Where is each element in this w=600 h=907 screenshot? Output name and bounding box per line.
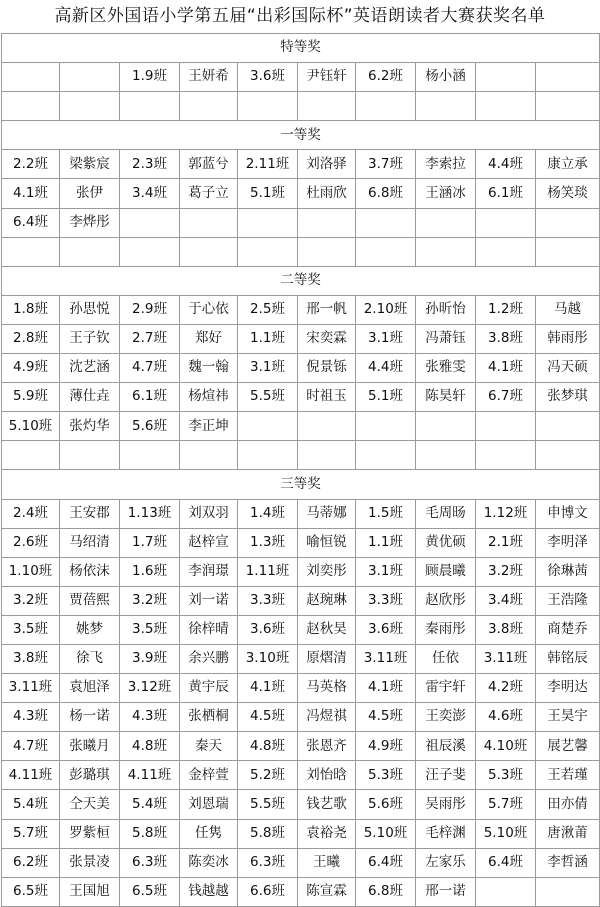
class-cell: 4.11班	[2, 761, 60, 790]
class-cell: 4.1班	[356, 674, 416, 703]
student-name-cell: 张雅雯	[416, 354, 476, 383]
class-cell: 4.7班	[120, 354, 180, 383]
student-name-cell: 马英格	[298, 674, 356, 703]
student-name-cell: 李索拉	[416, 150, 476, 179]
class-cell: 6.7班	[476, 383, 536, 412]
student-name-cell: 李哲涵	[536, 848, 600, 877]
student-name-cell: 王妍希	[180, 63, 238, 92]
table-row	[2, 557, 600, 586]
student-name-cell: 黄宇辰	[180, 674, 238, 703]
class-cell: 1.13班	[120, 499, 180, 528]
table-row	[2, 208, 600, 237]
class-cell: 2.8班	[2, 324, 60, 353]
class-cell: 6.1班	[476, 179, 536, 208]
class-cell: 6.6班	[238, 877, 298, 906]
class-cell: 1.6班	[120, 557, 180, 586]
class-cell: 5.3班	[356, 761, 416, 790]
table-row	[2, 674, 600, 703]
class-cell: 2.4班	[2, 499, 60, 528]
class-cell: 5.1班	[238, 179, 298, 208]
class-cell: 1.11班	[238, 557, 298, 586]
class-cell: 1.3班	[238, 528, 298, 557]
student-name-cell: 魏一翰	[180, 354, 238, 383]
class-cell: 5.3班	[476, 761, 536, 790]
student-name-cell: 王奕澎	[416, 703, 476, 732]
section-heading: 一等奖	[2, 121, 600, 150]
class-cell: 2.5班	[238, 295, 298, 324]
student-name-cell: 王国旭	[60, 877, 120, 906]
table-row	[2, 295, 600, 324]
section-heading: 二等奖	[2, 266, 600, 295]
class-cell: 4.2班	[476, 674, 536, 703]
student-name-cell: 刘怡晗	[298, 761, 356, 790]
student-name-cell: 杨煊祎	[180, 383, 238, 412]
empty-cell	[416, 441, 476, 470]
student-name-cell: 邢一诺	[416, 877, 476, 906]
class-cell: 4.6班	[476, 703, 536, 732]
student-name-cell: 吴雨彤	[416, 790, 476, 819]
student-name-cell: 李润璟	[180, 557, 238, 586]
student-name-cell: 尹钰轩	[298, 63, 356, 92]
class-cell: 6.4班	[2, 208, 60, 237]
student-name-cell: 贾蓓熙	[60, 586, 120, 615]
class-cell: 1.5班	[356, 499, 416, 528]
class-cell: 3.1班	[356, 557, 416, 586]
class-cell: 4.1班	[476, 354, 536, 383]
student-name-cell: 余兴鹏	[180, 644, 238, 673]
class-cell: 1.2班	[476, 295, 536, 324]
table-row	[2, 703, 600, 732]
student-name-cell: 刘一诺	[180, 586, 238, 615]
student-name-cell: 陈宣霖	[298, 877, 356, 906]
class-cell: 3.4班	[476, 586, 536, 615]
table-row	[2, 732, 600, 761]
empty-cell	[298, 237, 356, 266]
table-row	[2, 324, 600, 353]
table-row	[2, 761, 600, 790]
empty-cell	[120, 237, 180, 266]
class-cell: 3.3班	[356, 586, 416, 615]
award-table	[1, 33, 600, 907]
student-name-cell: 张梦琪	[536, 383, 600, 412]
empty-cell	[120, 208, 180, 237]
student-name-cell: 杨一诺	[60, 703, 120, 732]
student-name-cell: 梁紫宸	[60, 150, 120, 179]
empty-cell	[2, 441, 60, 470]
student-name-cell: 韩铭辰	[536, 644, 600, 673]
student-name-cell: 葛子立	[180, 179, 238, 208]
student-name-cell: 商楚乔	[536, 615, 600, 644]
section-heading-row	[2, 470, 600, 499]
class-cell: 4.4班	[476, 150, 536, 179]
empty-cell	[416, 237, 476, 266]
student-name-cell: 王昊宇	[536, 703, 600, 732]
class-cell: 1.12班	[476, 499, 536, 528]
class-cell: 4.4班	[356, 354, 416, 383]
section-heading-row	[2, 34, 600, 63]
student-name-cell: 陈昊轩	[416, 383, 476, 412]
spacer-row	[2, 237, 600, 266]
class-cell: 5.8班	[120, 819, 180, 848]
empty-cell	[416, 92, 476, 121]
student-name-cell: 展艺馨	[536, 732, 600, 761]
class-cell: 3.2班	[120, 586, 180, 615]
class-cell: 1.10班	[2, 557, 60, 586]
table-row	[2, 528, 600, 557]
class-cell: 3.6班	[356, 615, 416, 644]
class-cell: 5.1班	[356, 383, 416, 412]
student-name-cell: 孙昕怡	[416, 295, 476, 324]
class-cell: 6.4班	[476, 848, 536, 877]
class-cell: 2.9班	[120, 295, 180, 324]
class-cell: 6.2班	[356, 63, 416, 92]
student-name-cell: 喻恒锐	[298, 528, 356, 557]
class-cell: 4.8班	[238, 732, 298, 761]
student-name-cell: 秦天	[180, 732, 238, 761]
class-cell: 4.3班	[2, 703, 60, 732]
empty-cell	[60, 237, 120, 266]
class-cell: 3.6班	[238, 63, 298, 92]
student-name-cell: 冯萧钰	[416, 324, 476, 353]
class-cell: 6.8班	[356, 877, 416, 906]
student-name-cell: 彭璐琪	[60, 761, 120, 790]
empty-cell	[298, 441, 356, 470]
empty-cell	[476, 63, 536, 92]
section-heading: 三等奖	[2, 470, 600, 499]
student-name-cell: 薄仕垚	[60, 383, 120, 412]
class-cell: 3.8班	[2, 644, 60, 673]
section-heading-row	[2, 121, 600, 150]
spacer-row	[2, 441, 600, 470]
class-cell: 5.8班	[238, 819, 298, 848]
student-name-cell: 毛周旸	[416, 499, 476, 528]
class-cell: 4.3班	[120, 703, 180, 732]
class-cell: 6.8班	[356, 179, 416, 208]
class-cell: 2.7班	[120, 324, 180, 353]
class-cell: 4.10班	[476, 732, 536, 761]
class-cell: 6.4班	[356, 848, 416, 877]
class-cell: 4.1班	[2, 179, 60, 208]
empty-cell	[536, 208, 600, 237]
class-cell: 4.5班	[356, 703, 416, 732]
student-name-cell: 郑好	[180, 324, 238, 353]
class-cell: 2.3班	[120, 150, 180, 179]
class-cell: 5.6班	[356, 790, 416, 819]
table-row	[2, 644, 600, 673]
class-cell: 4.1班	[238, 674, 298, 703]
student-name-cell: 徐飞	[60, 644, 120, 673]
table-row	[2, 412, 600, 441]
student-name-cell: 韩雨彤	[536, 324, 600, 353]
student-name-cell: 郭蓝兮	[180, 150, 238, 179]
class-cell: 3.3班	[238, 586, 298, 615]
student-name-cell: 宋奕霖	[298, 324, 356, 353]
empty-cell	[536, 92, 600, 121]
student-name-cell: 袁旭泽	[60, 674, 120, 703]
class-cell: 5.4班	[2, 790, 60, 819]
class-cell: 3.11班	[2, 674, 60, 703]
class-cell: 4.9班	[356, 732, 416, 761]
empty-cell	[2, 92, 60, 121]
empty-cell	[298, 208, 356, 237]
student-name-cell: 马越	[536, 295, 600, 324]
empty-cell	[120, 441, 180, 470]
student-name-cell: 杜雨欣	[298, 179, 356, 208]
empty-cell	[238, 208, 298, 237]
class-cell: 2.1班	[476, 528, 536, 557]
student-name-cell: 冯天硕	[536, 354, 600, 383]
class-cell: 3.2班	[2, 586, 60, 615]
student-name-cell: 刘双羽	[180, 499, 238, 528]
student-name-cell: 李明泽	[536, 528, 600, 557]
empty-cell	[476, 877, 536, 906]
class-cell: 6.3班	[238, 848, 298, 877]
student-name-cell: 张栖桐	[180, 703, 238, 732]
class-cell: 3.9班	[120, 644, 180, 673]
empty-cell	[536, 877, 600, 906]
empty-cell	[180, 441, 238, 470]
class-cell: 1.1班	[356, 528, 416, 557]
section-heading-row	[2, 266, 600, 295]
student-name-cell: 原熠清	[298, 644, 356, 673]
document-title: 高新区外国语小学第五届“出彩国际杯”英语朗读者大赛获奖名单	[54, 6, 546, 26]
student-name-cell: 雷宇轩	[416, 674, 476, 703]
student-name-cell: 赵欣彤	[416, 586, 476, 615]
student-name-cell: 任依	[416, 644, 476, 673]
class-cell: 2.2班	[2, 150, 60, 179]
class-cell: 3.11班	[476, 644, 536, 673]
student-name-cell: 倪景铄	[298, 354, 356, 383]
student-name-cell: 秦雨彤	[416, 615, 476, 644]
empty-cell	[356, 412, 416, 441]
class-cell: 3.11班	[356, 644, 416, 673]
student-name-cell: 任隽	[180, 819, 238, 848]
table-row	[2, 63, 600, 92]
class-cell: 3.8班	[476, 324, 536, 353]
empty-cell	[416, 412, 476, 441]
empty-cell	[536, 441, 600, 470]
empty-cell	[536, 412, 600, 441]
student-name-cell: 康立承	[536, 150, 600, 179]
table-row	[2, 819, 600, 848]
class-cell: 1.8班	[2, 295, 60, 324]
student-name-cell: 袁裕尧	[298, 819, 356, 848]
student-name-cell: 田亦倩	[536, 790, 600, 819]
class-cell: 3.1班	[238, 354, 298, 383]
empty-cell	[238, 441, 298, 470]
table-row	[2, 179, 600, 208]
empty-cell	[356, 441, 416, 470]
student-name-cell: 时祖玉	[298, 383, 356, 412]
spacer-row	[2, 92, 600, 121]
class-cell: 6.2班	[2, 848, 60, 877]
class-cell: 3.8班	[476, 615, 536, 644]
class-cell: 5.5班	[238, 790, 298, 819]
class-cell: 3.1班	[356, 324, 416, 353]
class-cell: 5.6班	[120, 412, 180, 441]
student-name-cell: 汪子斐	[416, 761, 476, 790]
class-cell: 3.2班	[476, 557, 536, 586]
table-row	[2, 499, 600, 528]
student-name-cell: 钱艺歌	[298, 790, 356, 819]
student-name-cell: 李正坤	[180, 412, 238, 441]
student-name-cell: 徐琳茜	[536, 557, 600, 586]
class-cell: 5.7班	[2, 819, 60, 848]
student-name-cell: 沈艺涵	[60, 354, 120, 383]
class-cell: 6.3班	[120, 848, 180, 877]
class-cell: 1.1班	[238, 324, 298, 353]
student-name-cell: 王曦	[298, 848, 356, 877]
student-name-cell: 杨笑琰	[536, 179, 600, 208]
student-name-cell: 冯煜祺	[298, 703, 356, 732]
student-name-cell: 徐梓晴	[180, 615, 238, 644]
class-cell: 4.11班	[120, 761, 180, 790]
class-cell: 3.5班	[2, 615, 60, 644]
student-name-cell: 陈奕冰	[180, 848, 238, 877]
student-name-cell: 王若瑾	[536, 761, 600, 790]
empty-cell	[120, 92, 180, 121]
class-cell: 5.2班	[238, 761, 298, 790]
student-name-cell: 张恩齐	[298, 732, 356, 761]
student-name-cell: 杨小涵	[416, 63, 476, 92]
student-name-cell: 金梓萱	[180, 761, 238, 790]
table-row	[2, 615, 600, 644]
student-name-cell: 张景凌	[60, 848, 120, 877]
class-cell: 3.12班	[120, 674, 180, 703]
student-name-cell: 钱越越	[180, 877, 238, 906]
class-cell: 5.7班	[476, 790, 536, 819]
student-name-cell: 申博文	[536, 499, 600, 528]
student-name-cell: 赵琬琳	[298, 586, 356, 615]
class-cell: 2.6班	[2, 528, 60, 557]
student-name-cell: 王涵冰	[416, 179, 476, 208]
student-name-cell: 赵秋昊	[298, 615, 356, 644]
student-name-cell: 赵梓宣	[180, 528, 238, 557]
empty-cell	[356, 92, 416, 121]
class-cell: 3.4班	[120, 179, 180, 208]
student-name-cell: 杨依沫	[60, 557, 120, 586]
student-name-cell: 孙思悦	[60, 295, 120, 324]
student-name-cell: 李烨彤	[60, 208, 120, 237]
student-name-cell: 张灼华	[60, 412, 120, 441]
empty-cell	[356, 208, 416, 237]
empty-cell	[180, 208, 238, 237]
student-name-cell: 祖辰溪	[416, 732, 476, 761]
student-name-cell: 仝天美	[60, 790, 120, 819]
empty-cell	[536, 237, 600, 266]
table-row	[2, 150, 600, 179]
empty-cell	[60, 63, 120, 92]
empty-cell	[2, 63, 60, 92]
empty-cell	[536, 63, 600, 92]
empty-cell	[476, 441, 536, 470]
class-cell: 4.9班	[2, 354, 60, 383]
table-row	[2, 848, 600, 877]
student-name-cell: 唐湫莆	[536, 819, 600, 848]
empty-cell	[476, 208, 536, 237]
empty-cell	[356, 237, 416, 266]
student-name-cell: 张伊	[60, 179, 120, 208]
class-cell: 6.5班	[120, 877, 180, 906]
class-cell: 5.9班	[2, 383, 60, 412]
table-row	[2, 586, 600, 615]
class-cell: 3.6班	[238, 615, 298, 644]
section-heading: 特等奖	[2, 34, 600, 63]
student-name-cell: 黄优硕	[416, 528, 476, 557]
empty-cell	[416, 208, 476, 237]
empty-cell	[60, 92, 120, 121]
class-cell: 5.10班	[476, 819, 536, 848]
student-name-cell: 刘奕彤	[298, 557, 356, 586]
empty-cell	[476, 412, 536, 441]
class-cell: 3.5班	[120, 615, 180, 644]
student-name-cell: 李明达	[536, 674, 600, 703]
class-cell: 2.10班	[356, 295, 416, 324]
class-cell: 6.1班	[120, 383, 180, 412]
student-name-cell: 马蒂娜	[298, 499, 356, 528]
student-name-cell: 张曦月	[60, 732, 120, 761]
empty-cell	[238, 412, 298, 441]
empty-cell	[60, 441, 120, 470]
student-name-cell: 于心依	[180, 295, 238, 324]
student-name-cell: 王安郡	[60, 499, 120, 528]
class-cell: 1.4班	[238, 499, 298, 528]
empty-cell	[238, 237, 298, 266]
class-cell: 5.10班	[356, 819, 416, 848]
student-name-cell: 刘洛驿	[298, 150, 356, 179]
student-name-cell: 罗紫桓	[60, 819, 120, 848]
table-row	[2, 790, 600, 819]
student-name-cell: 邢一帆	[298, 295, 356, 324]
empty-cell	[476, 237, 536, 266]
empty-cell	[298, 412, 356, 441]
empty-cell	[238, 92, 298, 121]
class-cell: 2.11班	[238, 150, 298, 179]
empty-cell	[2, 237, 60, 266]
empty-cell	[180, 92, 238, 121]
student-name-cell: 毛梓渊	[416, 819, 476, 848]
student-name-cell: 马绍清	[60, 528, 120, 557]
class-cell: 1.7班	[120, 528, 180, 557]
class-cell: 3.7班	[356, 150, 416, 179]
empty-cell	[298, 92, 356, 121]
empty-cell	[180, 237, 238, 266]
student-name-cell: 左家乐	[416, 848, 476, 877]
class-cell: 4.8班	[120, 732, 180, 761]
student-name-cell: 王浩隆	[536, 586, 600, 615]
table-row	[2, 383, 600, 412]
class-cell: 5.5班	[238, 383, 298, 412]
class-cell: 6.5班	[2, 877, 60, 906]
student-name-cell: 刘恩瑞	[180, 790, 238, 819]
class-cell: 4.7班	[2, 732, 60, 761]
class-cell: 4.5班	[238, 703, 298, 732]
student-name-cell: 顾晨曦	[416, 557, 476, 586]
table-row	[2, 877, 600, 906]
class-cell: 3.10班	[238, 644, 298, 673]
empty-cell	[476, 92, 536, 121]
class-cell: 1.9班	[120, 63, 180, 92]
table-row	[2, 354, 600, 383]
student-name-cell: 姚梦	[60, 615, 120, 644]
class-cell: 5.10班	[2, 412, 60, 441]
class-cell: 5.4班	[120, 790, 180, 819]
student-name-cell: 王子钦	[60, 324, 120, 353]
